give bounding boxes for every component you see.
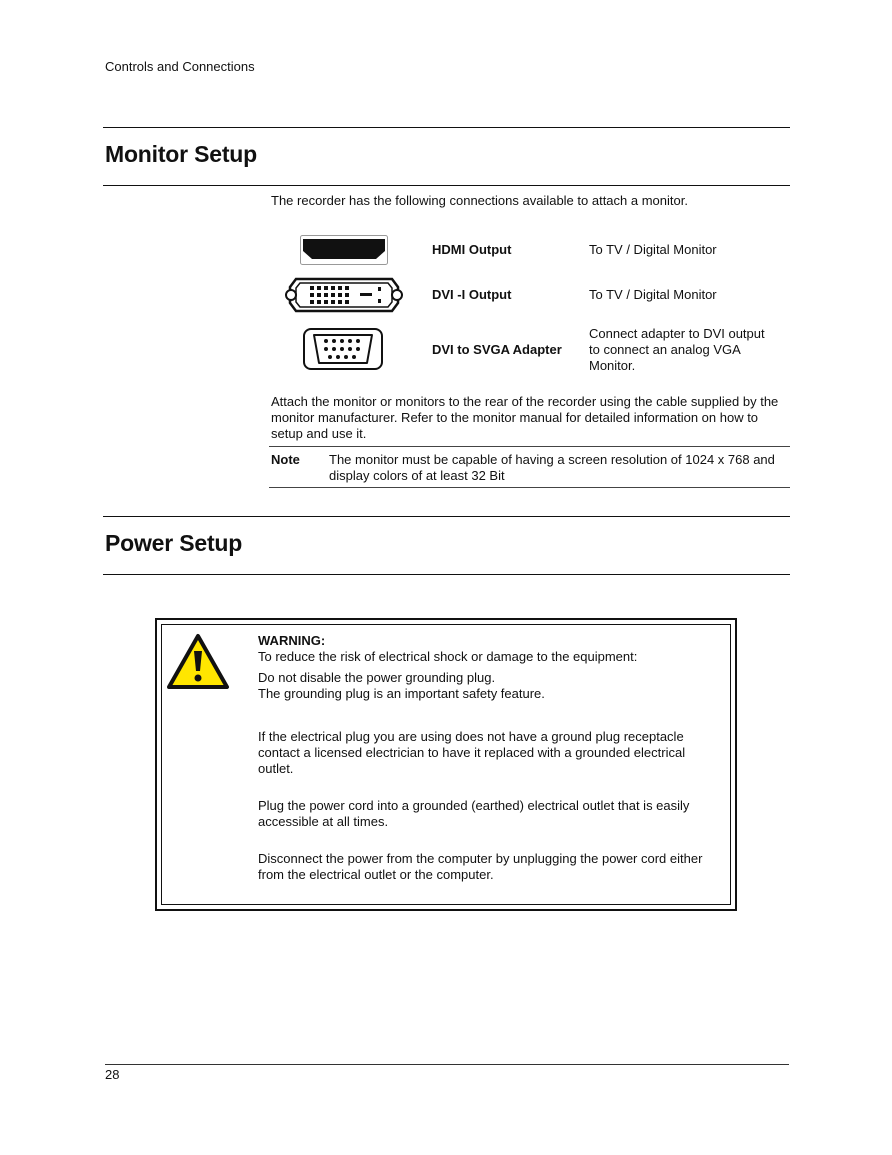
connection-description: To TV / Digital Monitor (589, 242, 717, 257)
warning-line: Disconnect the power from the computer by unplugging the power cord either from the electrical outlet or the computer. (258, 851, 703, 882)
vga-connector-icon (302, 327, 384, 371)
section-rule-bottom (103, 574, 790, 575)
note-rule-top (269, 446, 790, 447)
footer-rule (105, 1064, 789, 1065)
connection-name: DVI -I Output (432, 287, 512, 302)
connection-description: Connect adapter to DVI output to connect an analog VGA Monitor. (589, 326, 765, 373)
section-title-monitor-setup: Monitor Setup (105, 141, 257, 167)
warning-line: The grounding plug is an important safety feature. (258, 686, 545, 701)
monitor-intro-text: The recorder has the following connections available to attach a monitor. (271, 193, 688, 208)
connection-name: DVI to SVGA Adapter (432, 342, 562, 357)
monitor-attach-paragraph: Attach the monitor or monitors to the rear of the recorder using the cable supplied by the monitor manufacturer. Refer to the monitor manual for detailed information on how to setup and use it. (271, 394, 779, 441)
connection-description: To TV / Digital Monitor (589, 287, 717, 302)
note-label: Note (271, 452, 300, 467)
section-rule-bottom (103, 185, 790, 186)
hdmi-connector-icon (300, 235, 388, 265)
warning-line: Plug the power cord into a grounded (earthed) electrical outlet that is easily accessible at all times. (258, 798, 690, 829)
note-rule-bottom (269, 487, 790, 488)
running-header: Controls and Connections (105, 59, 255, 74)
warning-line: Do not disable the power grounding plug. (258, 670, 496, 685)
warning-line: To reduce the risk of electrical shock or damage to the equipment: (258, 649, 638, 664)
page-number: 28 (105, 1067, 120, 1082)
note-text: The monitor must be capable of having a screen resolution of 1024 x 768 and display colors of at least 32 Bit (329, 452, 775, 483)
warning-heading: WARNING: (258, 633, 326, 648)
warning-triangle-icon (166, 633, 230, 691)
warning-line: If the electrical plug you are using does not have a ground plug receptacle contact a licensed electrician to have it replaced with a grounded electrical outlet. (258, 729, 686, 776)
dvi-connector-icon (282, 275, 406, 315)
connection-name: HDMI Output (432, 242, 512, 257)
section-rule-top (103, 516, 790, 517)
section-rule-top (103, 127, 790, 128)
section-title-power-setup: Power Setup (105, 530, 243, 556)
